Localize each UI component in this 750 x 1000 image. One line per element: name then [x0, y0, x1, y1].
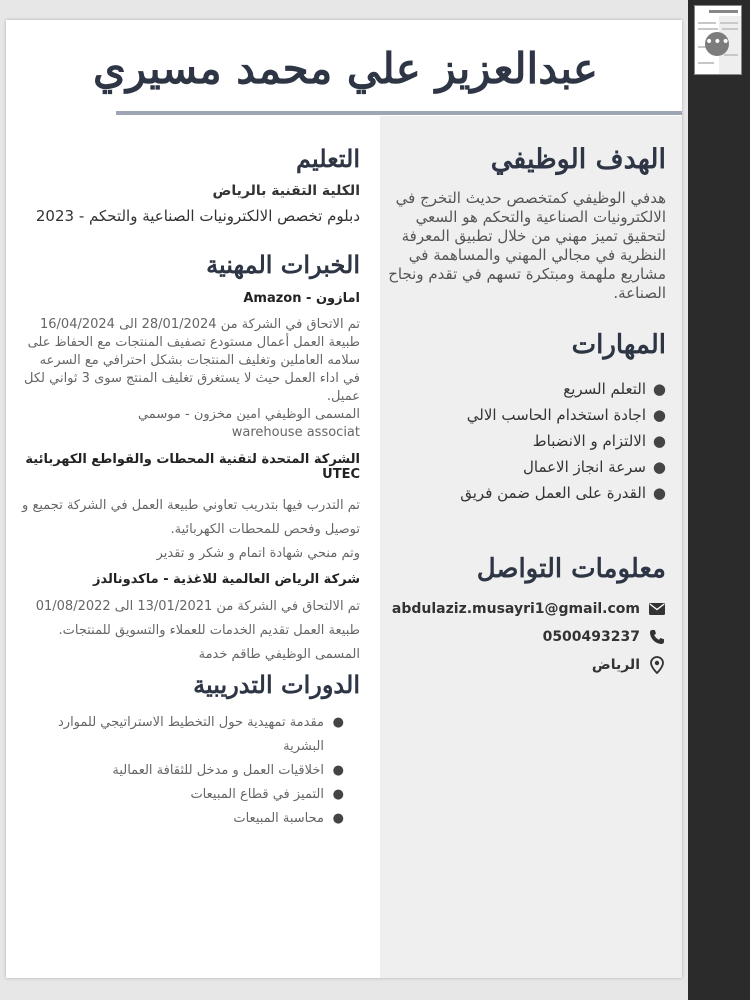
- resume-page: [6, 20, 682, 978]
- phone-icon: [648, 628, 666, 646]
- contact-heading: معلومات التواصل: [476, 554, 666, 584]
- job-company: امازون - Amazon: [243, 291, 360, 306]
- list-item: ● محاسبة المبيعات: [20, 807, 344, 831]
- list-item: ● مقدمة تمهيدية حول التخطيط الاستراتيجي للموارد البشرية: [20, 711, 344, 759]
- job-line: warehouse associat: [231, 425, 360, 440]
- list-item: ● الالتزام و الانضباط: [388, 432, 666, 450]
- objective-text: هدفي الوظيفي كمتخصص حديث التخرج في الالكترونيات الصناعية والتحكم هو السعي لتحقيق تميز مهني من خلال تطبيق المعرفة النظرية في مجالي المهني والمساهمة في مشاريع ملهمة ومبتكرة تسهم في تقدم ونجاح الصناعة.: [388, 189, 666, 302]
- education-section: [20, 144, 360, 225]
- email-text[interactable]: abdulaziz.musayri1@gmail.com: [391, 601, 640, 617]
- experience-section: [20, 250, 360, 667]
- thumbnail-sidebar: [688, 0, 750, 1000]
- job-line: تم التدرب فيها بتدريب تعاوني طبيعة العمل في الشركة تجميع و توصيل وفحص للمحطات الكهربائية.: [22, 498, 360, 537]
- list-item: ● اجادة استخدام الحاسب الالي: [388, 406, 666, 424]
- page-thumbnail[interactable]: [694, 5, 742, 75]
- contact-section: [384, 554, 666, 684]
- name-divider: [116, 111, 682, 115]
- objective-heading: الهدف الوظيفي: [490, 144, 666, 175]
- list-item: ● القدرة على العمل ضمن فريق: [388, 484, 666, 502]
- education-degree: دبلوم تخصص الالكترونيات الصناعية والتحكم - 2023: [35, 207, 360, 225]
- contact-location: [384, 656, 666, 674]
- courses-heading: الدورات التدريبية: [193, 670, 360, 699]
- phone-text[interactable]: 0500493237: [542, 629, 640, 645]
- envelope-icon: [648, 600, 666, 618]
- job-company: شركة الرياض العالمية للاغذية - ماكدونالدز: [93, 572, 360, 587]
- job-company: الشركة المتحدة لتقنية المحطات والقواطع الكهربائية UTEC: [25, 452, 360, 482]
- list-item: ● اخلاقيات العمل و مدخل للثقافة العمالية: [20, 759, 344, 783]
- education-heading: التعليم: [296, 144, 360, 173]
- job-line: وتم منحي شهادة اتمام و شكر و تقدير: [156, 546, 360, 561]
- courses-list: [20, 711, 360, 831]
- experience-heading: الخبرات المهنية: [206, 250, 360, 279]
- map-pin-icon: [648, 656, 666, 674]
- resume-name: عبدالعزيز علي محمد مسيري: [92, 44, 598, 93]
- job-line: تم الالتحاق في الشركة من 13/01/2021 الى 01/08/2022: [35, 599, 360, 614]
- job-line: المسمى الوظيفي طاقم خدمة: [198, 647, 360, 662]
- job-line: طبيعة العمل تقديم الخدمات للعملاء والتسويق للمنتجات.: [58, 623, 360, 638]
- list-item: ● التميز في قطاع المبيعات: [20, 783, 344, 807]
- job-entry: [20, 572, 360, 667]
- job-line: تم الاتحاق في الشركة من 28/01/2024 الى 16/04/2024: [40, 317, 360, 332]
- objective-section: [388, 144, 666, 303]
- education-school: الكلية التقنية بالرياض: [212, 183, 360, 199]
- contact-phone: [384, 628, 666, 646]
- list-item: ● التعلم السريع: [388, 380, 666, 398]
- more-options-icon[interactable]: •••: [705, 32, 729, 56]
- skills-section: [388, 330, 666, 510]
- location-text: الرياض: [591, 657, 640, 673]
- courses-section: [20, 670, 360, 831]
- contact-email: [384, 600, 666, 618]
- skills-list: [388, 380, 666, 502]
- job-entry: [20, 291, 360, 442]
- list-item: ● سرعة انجاز الاعمال: [388, 458, 666, 476]
- skills-heading: المهارات: [571, 330, 666, 360]
- job-line: المسمى الوظيفي امين مخزون - موسمي: [137, 407, 360, 422]
- job-entry: [20, 452, 360, 566]
- job-line: طبيعة العمل أعمال مستودع تصفيف المنتجات مع الحفاظ على سلامه العاملين وتغليف المنتجات بشكل احترافي مع السرعه في اداء العمل حيث لا يستغرق تغليف المنتج سوى 3 ثواني لكل عميل.: [24, 335, 360, 404]
